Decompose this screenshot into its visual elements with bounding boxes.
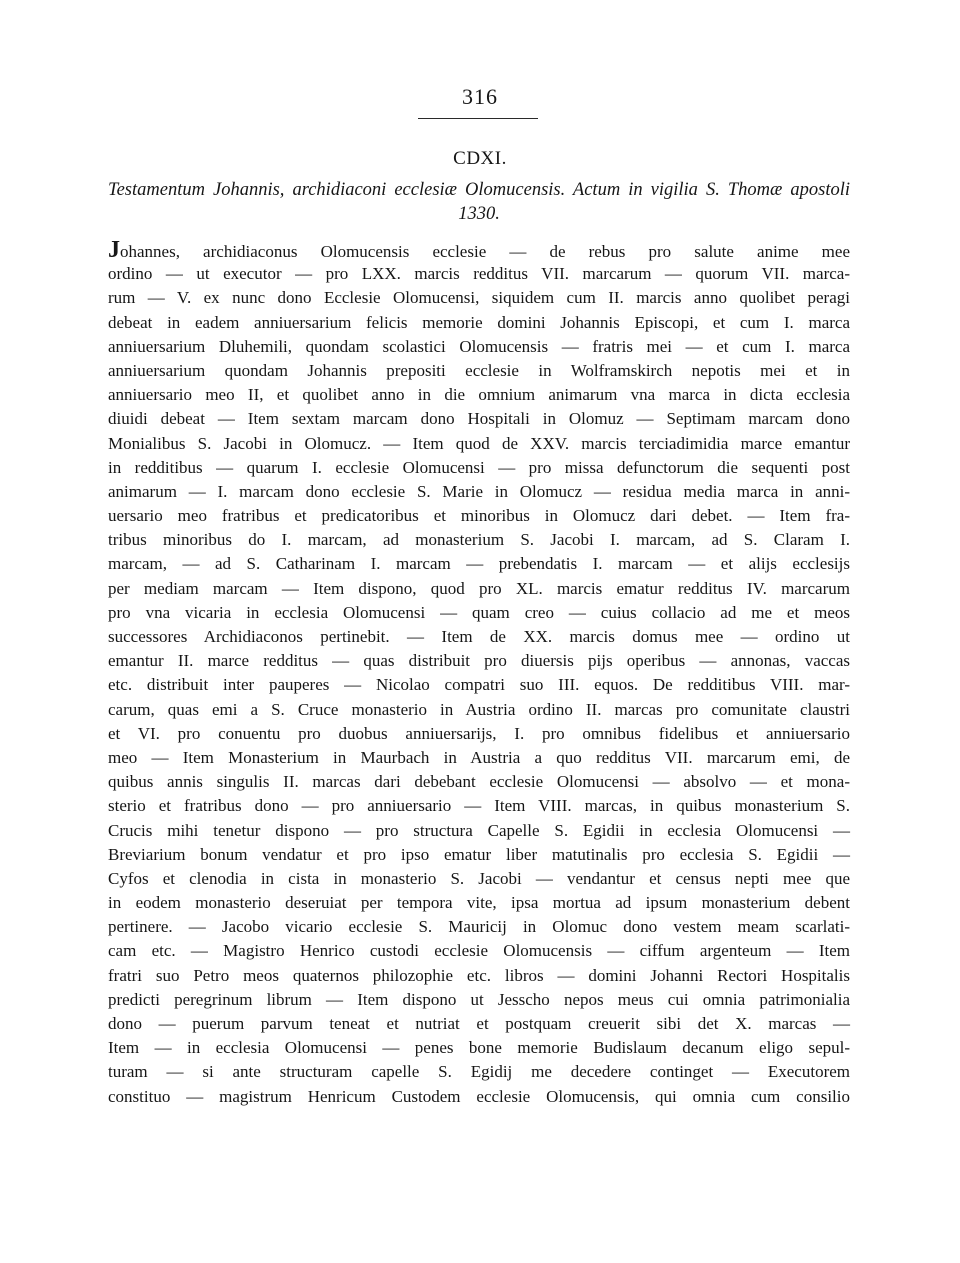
text-line: Breviarium bonum vendatur et pro ipso ematur liber matutinalis pro ecclesia S. Egidii —	[108, 844, 850, 864]
text-line: turam — si ante structuram capelle S. Egidij me decedere continget — Executorem	[108, 1062, 850, 1082]
text-line: diuidi debeat — Item sextam marcam dono Hospitali in Olomuz — Septimam marcam dono	[108, 409, 850, 429]
drop-initial: J	[108, 237, 120, 263]
text-line: ordino — ut executor — pro LXX. marcis redditus VII. marcarum — quorum VII. marca-	[108, 264, 850, 284]
text-line: et VI. pro conuentu pro duobus anniuersarijs, I. pro omnibus fidelibus et anniuersario	[108, 723, 850, 743]
text-line: Crucis mihi tenetur dispono — pro structura Capelle S. Egidii in ecclesia Olomucensi —	[108, 820, 850, 840]
page-number-rule	[418, 118, 538, 119]
text-line: predicti peregrinum librum — Item dispono ut Jesscho nepos meus cui omnia patrimonialia	[108, 989, 850, 1009]
text-line: rum — V. ex nunc dono Ecclesie Olomucensi, siquidem cum II. marcis anno quolibet peragi	[108, 288, 850, 308]
text-line: carum, quas emi a S. Cruce monasterio in Austria ordino II. marcas pro comunitate claustri	[108, 699, 850, 719]
text-line: cam etc. — Magistro Henrico custodi ecclesie Olomucensis — ciffum argenteum — Item	[108, 941, 850, 961]
text-line	[108, 238, 850, 262]
text-line: emantur II. marce redditus — quas distribuit pro diuersis pijs operibus — annonas, vaccas	[108, 651, 850, 671]
text-line: dono — puerum parvum teneat et nutriat et postquam creuerit sibi det X. marcas —	[108, 1014, 850, 1033]
document-heading: Testamentum Johannis, archidiaconi ecclesiæ Olomucensis. Actum in vigilia S. Thomæ apostoli 1330.	[108, 180, 850, 224]
text-line: marcam, — ad S. Catharinam I. marcam — prebendatis I. marcam — et alijs ecclesijs	[108, 554, 850, 574]
text-line: constituo — magistrum Henricum Custodem ecclesie Olomucensis, qui omnia cum consilio	[108, 1086, 850, 1106]
text-line-content: ohannes, archidiaconus Olomucensis ecclesie — de rebus pro salute anime mee	[120, 242, 850, 261]
text-line: animarum — I. marcam dono ecclesie S. Marie in Olomucz — residua media marca in anni-	[108, 481, 850, 501]
text-line: in redditibus — quarum I. ecclesie Olomucensi — pro missa defunctorum die sequenti post	[108, 457, 850, 477]
text-line: in eodem monasterio deseruiat per tempora vite, ipsa mortua ad ipsum monasterium debent	[108, 893, 850, 913]
text-line: pertinere. — Jacobo vicario ecclesie S. Mauricij in Olomuc dono vestem meam scarlati-	[108, 917, 850, 937]
text-line: debeat in eadem anniuersarium felicis memorie domini Johannis Episcopi, et cum I. marca	[108, 312, 850, 332]
document-body	[108, 238, 850, 1109]
text-line: fratri suo Petro meos quaternos philozophie etc. libros — domini Johanni Rectori Hospitalis	[108, 965, 850, 985]
document-number: CDXI.	[453, 148, 507, 169]
text-line: successores Archidiaconos pertinebit. — Item de XX. marcis domus mee — ordino ut	[108, 627, 850, 646]
text-line: Monialibus S. Jacobi in Olomucz. — Item quod de XXV. marcis terciadimidia marce emantur	[108, 433, 850, 453]
text-line: Cyfos et clenodia in cista in monasterio S. Jacobi — vendantur et census nepti mee que	[108, 868, 850, 888]
text-line: meo — Item Monasterium in Maurbach in Austria a quo redditus VII. marcarum emi, de	[108, 747, 850, 767]
page-number: 316	[462, 84, 498, 109]
text-line: etc. distribuit inter pauperes — Nicolao compatri suo III. equos. De redditibus VIII. mar-	[108, 675, 850, 695]
text-line: sterio et fratribus dono — pro anniuersario — Item VIII. marcas, in quibus monasterium S.	[108, 796, 850, 816]
text-line: per mediam marcam — Item dispono, quod pro XL. marcis ematur redditus IV. marcarum	[108, 578, 850, 598]
text-line: anniuersario meo II, et quolibet anno in die omnium animarum vna marca in dicta ecclesia	[108, 385, 850, 405]
text-line: uersario meo fratribus et predicatoribus et minoribus in Olomucz dari debet. — Item fra-	[108, 506, 850, 526]
text-line: pro vna vicaria in ecclesia Olomucensi — quam creo — cuius collacio ad me et meos	[108, 602, 850, 622]
text-line: tribus minoribus do I. marcam, ad monasterium S. Jacobi I. marcam, ad S. Claram I.	[108, 530, 850, 550]
text-line: quibus annis singulis II. marcas dari debebant ecclesie Olomucensi — absolvo — et mona-	[108, 772, 850, 792]
text-line: anniuersarium quondam Johannis prepositi ecclesie in Wolframskirch nepotis mei et in	[108, 360, 850, 380]
text-line: anniuersarium Dluhemili, quondam scolastici Olomucensis — fratris mei — et cum I. marca	[108, 336, 850, 356]
text-line: Item — in ecclesia Olomucensi — penes bone memorie Budislaum decanum eligo sepul-	[108, 1038, 850, 1058]
